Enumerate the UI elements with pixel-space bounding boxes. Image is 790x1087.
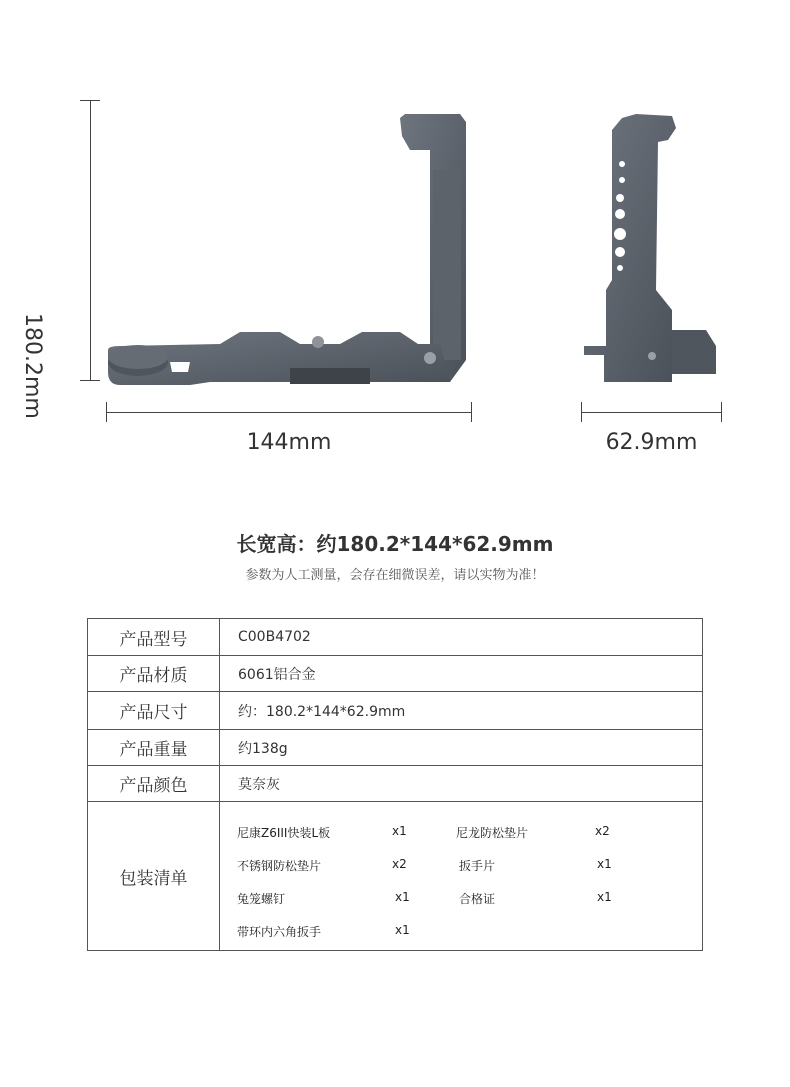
height-dimension-label: 180.2mm bbox=[20, 313, 45, 419]
spec-label: 产品尺寸 bbox=[88, 692, 220, 729]
width-dimension-label: 144mm bbox=[246, 430, 332, 455]
package-item-qty: x2 bbox=[392, 857, 407, 871]
dimensions-headline: 长宽高：约180.2*144*62.9mm bbox=[236, 532, 554, 556]
package-item-name: 尼康Z6III快装L板 bbox=[237, 826, 331, 840]
package-item-name: 尼龙防松垫片 bbox=[456, 826, 529, 840]
spec-label: 产品材质 bbox=[88, 656, 220, 691]
spec-label: 产品重量 bbox=[88, 730, 220, 765]
package-item-name: 兔笼螺钉 bbox=[237, 892, 286, 906]
spec-row-color bbox=[88, 766, 702, 802]
spec-label: 包装清单 bbox=[88, 802, 220, 950]
package-item-qty: x1 bbox=[395, 890, 410, 904]
spec-row-package bbox=[88, 802, 702, 950]
spec-row-material bbox=[88, 656, 702, 692]
height-dimension-bottom-tick bbox=[80, 380, 100, 381]
height-dimension-line bbox=[90, 100, 91, 381]
l-plate-side-view bbox=[576, 110, 726, 390]
package-item-qty: x1 bbox=[395, 923, 410, 937]
spec-row-size bbox=[88, 692, 702, 730]
spec-value: 约：180.2*144*62.9mm bbox=[238, 703, 406, 720]
spec-row-weight bbox=[88, 730, 702, 766]
width-dimension-line bbox=[106, 412, 472, 413]
package-item-name: 带环内六角扳手 bbox=[237, 925, 322, 939]
spec-table bbox=[87, 618, 703, 951]
depth-dimension-label: 62.9mm bbox=[605, 430, 698, 455]
package-item-name: 扳手片 bbox=[459, 859, 496, 873]
width-dimension-right-tick bbox=[471, 402, 472, 422]
package-item-qty: x2 bbox=[595, 824, 610, 838]
package-item-name: 合格证 bbox=[459, 892, 496, 906]
spec-value: 6061铝合金 bbox=[238, 666, 316, 683]
spec-row-model bbox=[88, 619, 702, 656]
spec-value: 约138g bbox=[238, 740, 288, 757]
spec-value: 莫奈灰 bbox=[238, 776, 280, 793]
measurement-note: 参数为人工测量，会存在细微误差，请以实物为准！ bbox=[245, 568, 545, 583]
depth-dimension-line bbox=[581, 412, 722, 413]
depth-dimension-right-tick bbox=[721, 402, 722, 422]
package-item-qty: x1 bbox=[392, 824, 407, 838]
package-item-qty: x1 bbox=[597, 890, 612, 904]
spec-label: 产品型号 bbox=[88, 619, 220, 655]
spec-label: 产品颜色 bbox=[88, 766, 220, 801]
spec-value: C00B4702 bbox=[238, 629, 311, 645]
package-item-qty: x1 bbox=[597, 857, 612, 871]
package-item-name: 不锈钢防松垫片 bbox=[237, 859, 322, 873]
l-plate-front-view bbox=[100, 110, 480, 390]
